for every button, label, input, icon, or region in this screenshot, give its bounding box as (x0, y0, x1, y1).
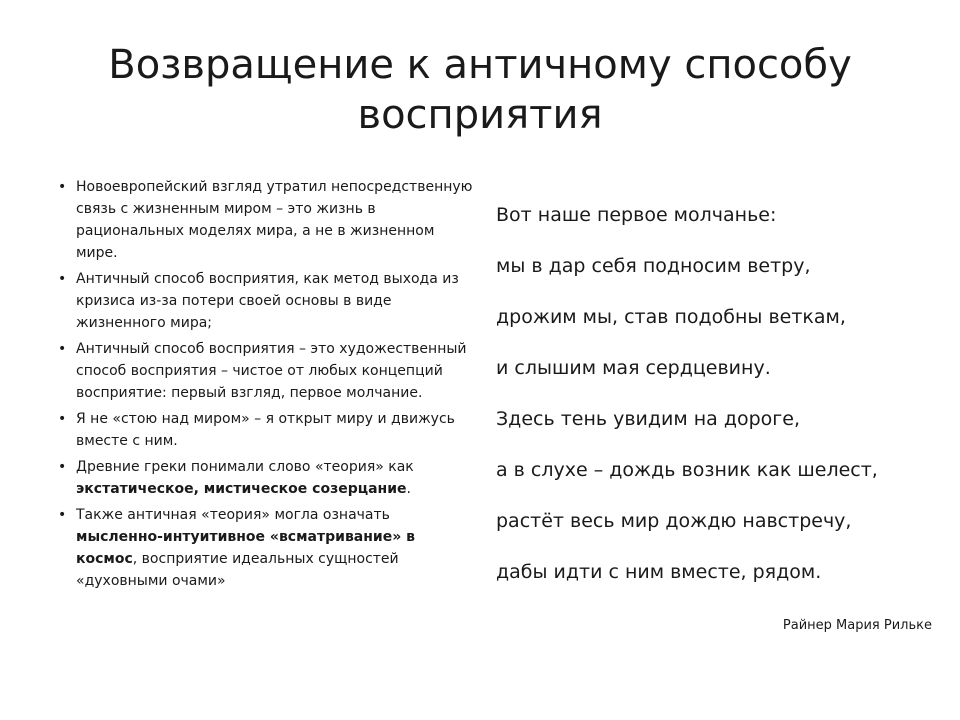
bullet-text: Античный способ восприятия, как метод выхода из кризиса из-за потери своей основы в виде жизненного мира; (76, 271, 459, 331)
bullet-marker: • (58, 507, 67, 523)
bullet-marker: • (58, 459, 67, 475)
poem-line: Здесь тень увидим на дороге, (496, 408, 801, 430)
bullet-text (76, 507, 415, 589)
bullet-text: Античный способ восприятия – это художественный способ восприятия – чистое от любых концепций восприятие: первый взгляд, первое молчание. (76, 341, 467, 401)
bullet-text-plain: . (406, 481, 411, 497)
bullet-item (56, 176, 476, 264)
poem-line: растёт весь мир дождю навстречу, (496, 510, 852, 532)
slide-title-line-2: восприятия (357, 92, 603, 138)
slide-title-line-1: Возвращение к античному способу (108, 42, 852, 88)
bullet-marker: • (58, 179, 67, 195)
bullet-list (56, 176, 476, 596)
poem-line: а в слухе – дождь возник как шелест, (496, 459, 878, 481)
bullet-text-plain: , восприятие идеальных сущностей «духовными очами» (76, 551, 399, 589)
bullet-text-bold: экстатическое, мистическое созерцание (76, 481, 407, 497)
bullet-item (56, 268, 476, 334)
poem-line: Вот наше первое молчанье: (496, 204, 777, 226)
bullet-item (56, 408, 476, 452)
poem-line: дрожим мы, став подобны веткам, (496, 306, 846, 328)
bullet-marker: • (58, 411, 67, 427)
bullet-marker: • (58, 341, 67, 357)
slide-title (60, 40, 900, 140)
bullet-marker: • (58, 271, 67, 287)
bullet-item (56, 456, 476, 500)
poem-line: мы в дар себя подносим ветру, (496, 255, 811, 277)
bullet-text: Новоевропейский взгляд утратил непосредственную связь с жизненным миром – это жизнь в рациональных моделях мира, а не в жизненном мире. (76, 179, 473, 261)
poem-line: дабы идти с ним вместе, рядом. (496, 561, 822, 583)
bullet-text-plain: Также античная «теория» могла означать (76, 507, 390, 523)
poem (496, 200, 936, 608)
bullet-text-plain: Древние греки понимали слово «теория» как (76, 459, 414, 475)
bullet-text (76, 459, 414, 497)
poem-author: Райнер Мария Рильке (782, 618, 932, 633)
bullet-text-bold: мысленно-интуитивное «всматривание» в космос (76, 529, 416, 567)
bullet-item (56, 504, 476, 592)
bullet-item (56, 338, 476, 404)
bullet-text: Я не «стою над миром» – я открыт миру и движусь вместе с ним. (76, 411, 455, 449)
poem-line: и слышим мая сердцевину. (496, 357, 771, 379)
